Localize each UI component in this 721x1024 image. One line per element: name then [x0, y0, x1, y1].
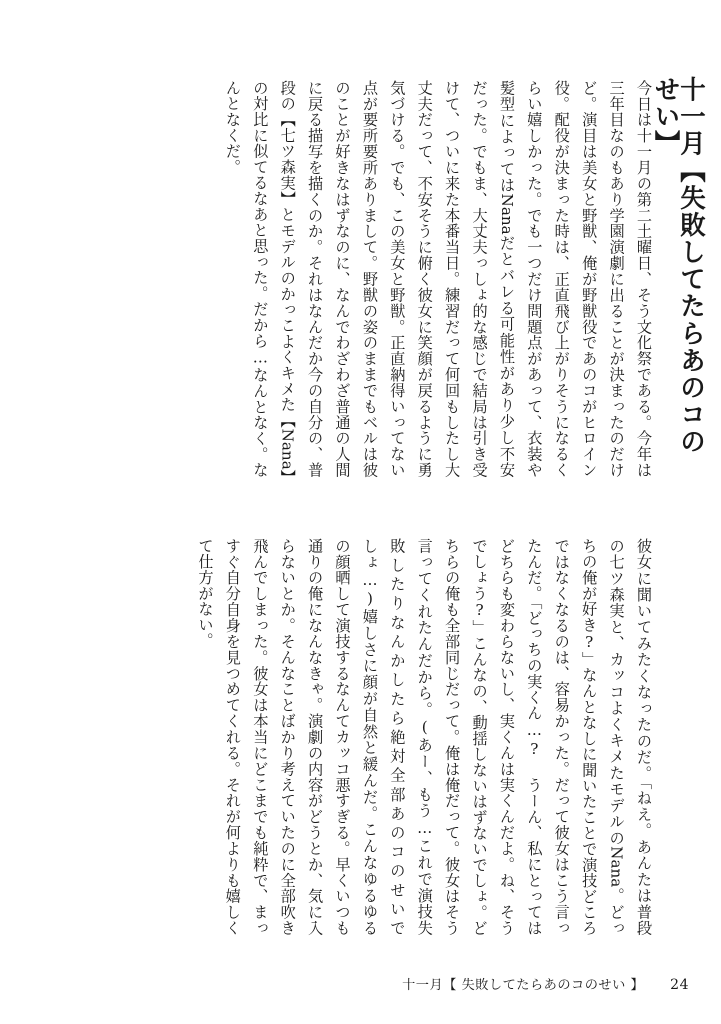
body-text-block-upper: [85, 80, 657, 478]
page-number: 24: [670, 977, 689, 993]
paragraph: 彼女に聞いてみたくなったのだ。「ねえ。あんたは普段の七ツ森実と、カッコよくキメたモデルのNana。どっちの俺が好き?」なんとなしに聞いたことで演技どころではなくなるのは、容易かった。だって彼女はこう言ったんだ。「どっちの実くん…? うーん、私にとってはどちらも変わらないし、実くんは実くんだよ。ね、そうでしょう?」こんなの、動揺しないはずないでしょ。どちらの俺も全部同じだって。俺は俺だって。彼女はそう言ってくれたんだから。(あー、もう…これで演技失敗したりなんかしたら絶対全部あのコのせいでしょ…)嬉しさに顔が自然と緩んだ。こんなゆるゆるの顔晒して演技するなんてカッコ悪すぎる。早くいつも通りの俺になんなきゃ。演劇の内容がどうとか、気に入らないとか。そんなことばかり考えていたのに全部吹き飛んでしまった。彼女は本当にどこまでも純粋で、まっすぐ自分自身を見つめてくれる。それが何よりも嬉しくて仕方がない。: [196, 538, 653, 936]
latin-run: Nana: [278, 428, 297, 470]
running-head: 十一月【 失敗してたらあのコのせい 】: [402, 978, 645, 993]
page-footer: [0, 974, 721, 996]
body-text-block-lower: [85, 538, 657, 936]
latin-run: Nana: [607, 846, 626, 888]
chapter-title: 十一月【失敗してたらあのコのせい】: [650, 76, 706, 456]
paragraph: 今日は十一月の第二土曜日、そう文化祭である。今年は三年目なのもあり学園演劇に出ることが決まったのだけど。演目は美女と野獣、俺が野獣役であのコがヒロイン役。配役が決まった時は、正直飛び上がりそうになるくらい嬉しかった。でも一つだけ問題点があって、衣装や髪型によってはNanaだとバレる可能性があり少し不安だった。でもま、大丈夫っしょ的な感じで結局は引き受けて、ついに来た本番当日。練習だって何回もしたし大丈夫だって、不安そうに俯く彼女に笑顔が戻るように勇気づける。でも、この美女と野獣。正直納得いってない点が要所要所ありまして。野獣の姿のままでもベルは彼のことが好きなはずなのに、なんでわざわざ普通の人間に戻る描写を描くのか。それはなんだか今の自分の、普段の【七ツ森実】とモデルのかっこよくキメた【Nana】の対比に似てるなあと思った。だから…なんとなく。なんとなくだ。: [223, 80, 653, 478]
latin-run: Nana: [497, 193, 516, 235]
